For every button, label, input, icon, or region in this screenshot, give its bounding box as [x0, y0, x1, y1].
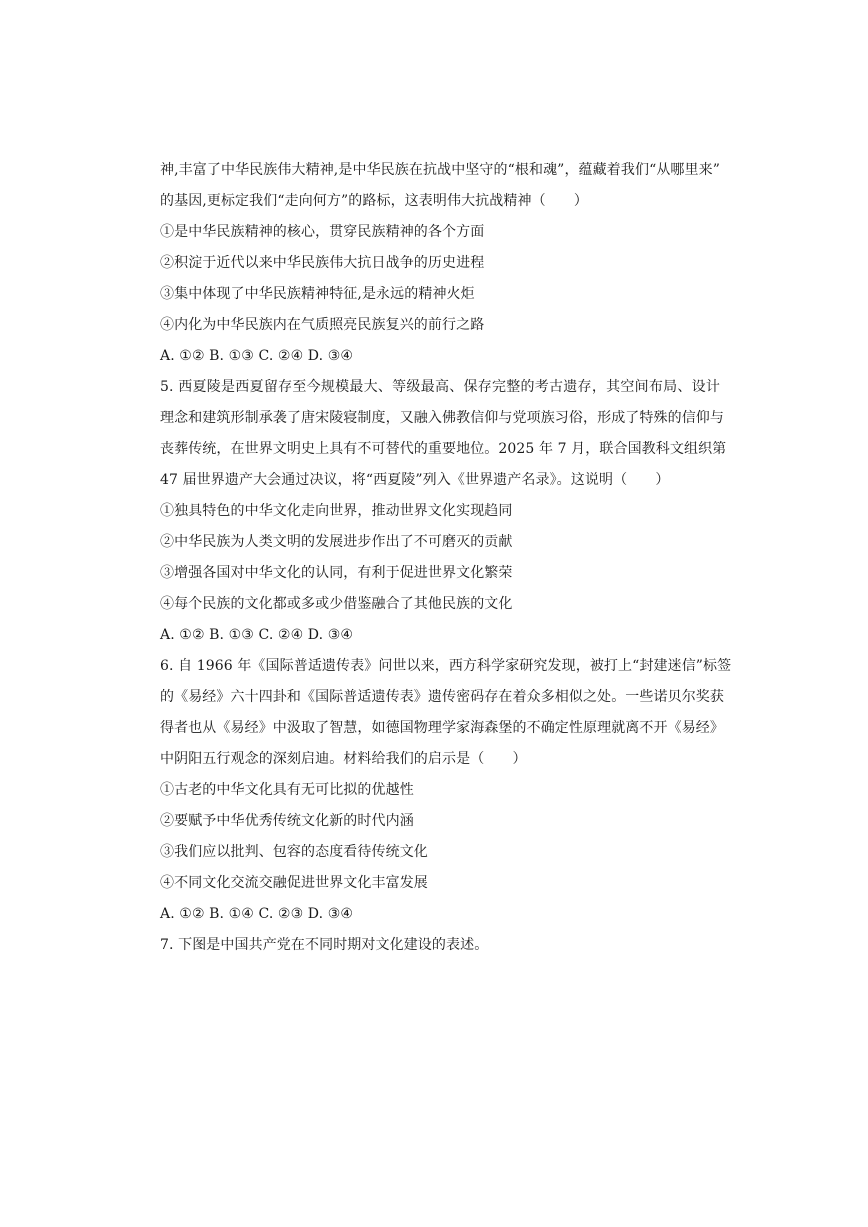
- q5-option-4: ④每个民族的文化都或多或少借鉴融合了其他民族的文化: [160, 596, 513, 612]
- q6-option-1: ①古老的中华文化具有无可比拟的优越性: [160, 782, 414, 798]
- question-6: [160, 651, 732, 930]
- q6-choices: A. ①② B. ①④ C. ②③ D. ③④: [160, 906, 353, 922]
- q6-option-3: ③我们应以批判、包容的态度看待传统文化: [160, 844, 428, 860]
- q4-stem-line-2: 的基因,更标定我们“走向何方”的路标，这表明伟大抗战精神（ ）: [160, 193, 588, 209]
- q6-stem-line-2: 的《易经》六十四卦和《国际普适遗传表》遗传密码存在着众多相似之处。一些诺贝尔奖获: [160, 689, 724, 705]
- q4-option-2: ②积淀于近代以来中华民族伟大抗日战争的历史进程: [160, 255, 485, 271]
- q5-stem-line-1: 5. 西夏陵是西夏留存至今规模最大、等级最高、保存完整的考古遗存，其空间布局、设计: [160, 379, 720, 395]
- question-4: [160, 155, 720, 372]
- q5-stem-line-3: 丧葬传统，在世界文明史上具有不可替代的重要地位。2025 年 7 月，联合国教科文组织第: [160, 441, 727, 457]
- q5-option-1: ①独具特色的中华文化走向世界，推动世界文化实现趋同: [160, 503, 513, 519]
- q6-stem-line-4: 中阴阳五行观念的深刻启迪。材料给我们的启示是（ ）: [160, 751, 527, 767]
- q4-option-3: ③集中体现了中华民族精神特征,是永远的精神火炬: [160, 286, 475, 302]
- q5-stem-line-2: 理念和建筑形制承袭了唐宋陵寝制度，又融入佛教信仰与党项族习俗，形成了特殊的信仰与: [160, 410, 724, 426]
- q7-stem-line-1: 7. 下图是中国共产党在不同时期对文化建设的表述。: [160, 937, 489, 953]
- q5-option-3: ③增强各国对中华文化的认同，有利于促进世界文化繁荣: [160, 565, 513, 581]
- q6-option-4: ④不同文化交流交融促进世界文化丰富发展: [160, 875, 428, 891]
- q6-stem-line-3: 得者也从《易经》中汲取了智慧，如德国物理学家海森堡的不确定性原理就离不开《易经》: [160, 720, 724, 736]
- document-page: [160, 155, 732, 961]
- q6-option-2: ②要赋予中华优秀传统文化新的时代内涵: [160, 813, 414, 829]
- q4-stem-line-1: 神,丰富了中华民族伟大精神,是中华民族在抗战中坚守的“根和魂”，蕴藏着我们“从哪里来”: [160, 162, 720, 178]
- question-5: [160, 372, 727, 651]
- q4-option-4: ④内化为中华民族内在气质照亮民族复兴的前行之路: [160, 317, 485, 333]
- q5-option-2: ②中华民族为人类文明的发展进步作出了不可磨灭的贡献: [160, 534, 513, 550]
- question-7: [160, 930, 720, 961]
- q5-choices: A. ①② B. ①③ C. ②④ D. ③④: [160, 627, 353, 643]
- q5-stem-line-4: 47 届世界遗产大会通过决议，将“西夏陵”列入《世界遗产名录》。这说明（ ）: [160, 472, 670, 488]
- q4-option-1: ①是中华民族精神的核心，贯穿民族精神的各个方面: [160, 224, 485, 240]
- q4-choices: A. ①② B. ①③ C. ②④ D. ③④: [160, 348, 353, 364]
- q6-stem-line-1: 6. 自 1966 年《国际普适遗传表》问世以来，西方科学家研究发现，被打上“封建迷信”标签: [160, 658, 732, 674]
